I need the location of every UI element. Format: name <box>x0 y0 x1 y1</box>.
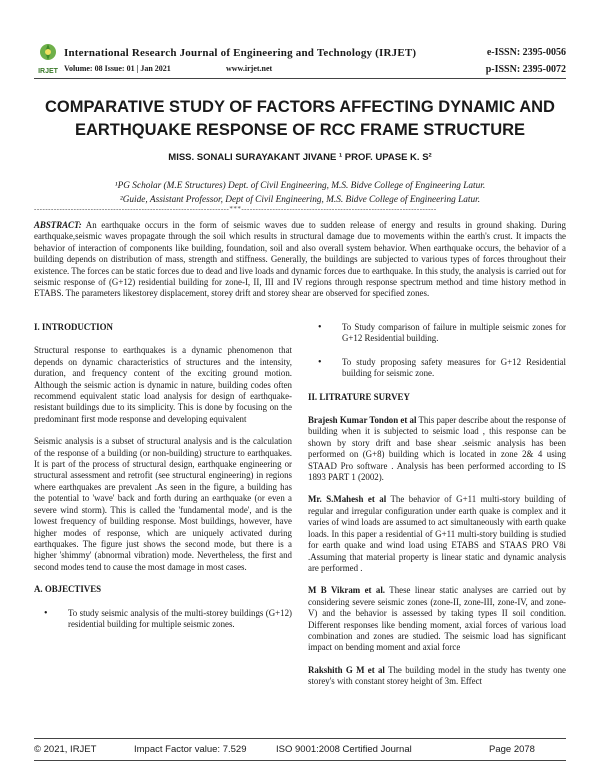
introduction-paragraph-1: Structural response to earthquakes is a dynamic phenomenon that depends on dynamic characteristics of structures and the intensity, duration, and frequency content of the exciting ground motion. Although the seismic action is dynamic in nature, building codes often recommend equivalent static load analysis for design of earthquake-resistant buildings due to its simplicity. This is done by focusing on the predominant first mode response and developing equivalent <box>34 345 292 424</box>
ref-3-authors: M B Vikram et al. <box>308 585 386 596</box>
p-issn: p-ISSN: 2395-0072 <box>485 64 566 75</box>
ref-2-authors: Mr. S.Mahesh et al <box>308 494 387 505</box>
abstract-text: An earthquake occurs in the form of seismic waves due to sudden release of energy and results in ground shaking. During earthquake,seismic waves propagate through the soil which results in structural damage due to movements within the earth's crust. It impacts the behavior of interaction of components like building, foundation, soil and also overall system behavior. When earthquake occurs, the behavior of a building depends on distribution of mass, strength and stiffness. Generally, the buildings are subjected to various types of forces throughout their existence. The forces can be static forces due to dead and live loads and dynamic forces due to earthquake. In this study, the analysis is carried out for seismic response of (G+12) residential building for zone-I, II, III and IV regions through response spectrum method and time history method in ETABS. The parameters likestorey displacement, storey drift and storey shear are observed for specified zones. <box>34 220 566 299</box>
objective-item-2: • To Study comparison of failure in multiple seismic zones for G+12 Residential building. <box>308 322 566 345</box>
footer-iso: ISO 9001:2008 Certified Journal <box>276 744 412 755</box>
objectives-heading: A. OBJECTIVES <box>34 584 102 595</box>
volume-issue: Volume: 08 Issue: 01 | Jan 2021 <box>64 64 171 73</box>
footer-impact-factor: Impact Factor value: 7.529 <box>134 744 247 755</box>
paper-title-line1: COMPARATIVE STUDY OF FACTORS AFFECTING DYNAMIC AND <box>45 98 555 116</box>
abstract <box>34 220 566 300</box>
footer-copyright: © 2021, IRJET <box>34 744 97 755</box>
footer-divider-top <box>34 738 566 739</box>
paper-title <box>34 96 566 142</box>
affiliation-2: ²Guide, Assistant Professor, Dept of Civil Engineering, M.S. Bidve College of Engineering Latur. <box>119 195 481 205</box>
paper-authors: MISS. SONALI SURAYAKANT JIVANE ¹ PROF. UPASE K. S² <box>168 152 432 163</box>
objective-item-3: • To study proposing safety measures for G+12 Residential building for seismic zone. <box>308 357 566 380</box>
ref-4-text: The building model in the study has twenty one storey's with constant storey height of 3m. Effect <box>308 664 566 687</box>
literature-survey-heading: II. LITRATURE SURVEY <box>308 391 410 402</box>
paper-title-line2: EARTHQUAKE RESPONSE OF RCC FRAME STRUCTURE <box>74 121 526 139</box>
section-separator: ---------------------------------------------------------------------***--------------------------------------------------------------------- <box>34 205 437 213</box>
journal-title: International Research Journal of Engineering and Technology (IRJET) <box>64 47 417 59</box>
abstract-label: ABSTRACT: <box>34 220 82 230</box>
e-issn: e-ISSN: 2395-0056 <box>486 47 566 58</box>
introduction-paragraph-2: Seismic analysis is a subset of structural analysis and is the calculation of the response of a building (or non-building) structure to earthquakes. It is part of the process of structural design, earthquake engineering or structural assessment and retrofit (see structural engineering) in regions where earthquakes are prevalent .As seen in the figure, a building has the potential to 'wave' back and forth during an earthquake (or even a severe wind storm). This is called the 'fundamental mode', and is the lowest frequency of building response. Most buildings, however, have higher modes of response, which are uniquely activated during earthquakes. The figure just shows the second mode, but there is a higher 'shimmy' (abnormal vibration) mode. Nevertheless, the first and second modes tend to cause the most damage in most cases. <box>34 436 292 572</box>
irjet-logo <box>34 40 62 78</box>
ref-3-text: These linear static analyses are carried out by considering severe seismic zones (zone-II, zone-III, zone-IV, and zone-V) and the behavior is assessed by taking types II soil condition. Different responses like bending moment, axial forces of various load combination and zones are studied. The seismic load has significant impact on bending moment and axial force <box>308 585 566 653</box>
left-column <box>34 322 292 642</box>
volume-issue-row <box>64 64 273 73</box>
literature-ref-2 <box>308 494 566 574</box>
header-divider <box>34 78 566 79</box>
logo-text: IRJET <box>38 68 58 75</box>
literature-ref-1 <box>308 415 566 483</box>
page-header <box>0 0 600 80</box>
ref-4-authors: Rakshith G M et al <box>308 664 385 675</box>
journal-website: www.irjet.net <box>226 64 273 73</box>
footer-divider-bottom <box>34 760 566 761</box>
objective-item-1: • To study seismic analysis of the multi-storey buildings (G+12) residential building for multiple seismic zones. <box>34 608 292 631</box>
right-column <box>308 322 566 699</box>
literature-ref-4 <box>308 665 566 688</box>
affiliation-1: ¹PG Scholar (M.E Structures) Dept. of Civil Engineering, M.S. Bidve College of Engineering Latur. <box>114 181 486 191</box>
ref-2-text: The behavior of G+11 multi-story building of regular and irregular configuration under earth quake is complex and it varies of wind loads are assumed to act simultaneously with earth quake loads. In this paper a residential of G+11 multi-story building is studied for earth quake and wind load using ETABS and STAAS PRO V8i .Assuming that material property is linear static and dynamic analysis are performed . <box>308 494 566 573</box>
ref-1-text: This paper describe about the response of building when it is subjected to seismic load , this response can be shown by story drift and base shear .seismic analysis has been performed on (G+8) building which is located in zone 2& 4 using STAAD Pro software . Analysis has been performed according to IS 1893 PART 1 (2002). <box>308 415 567 483</box>
footer-page-number: Page 2078 <box>489 744 535 755</box>
literature-ref-3 <box>308 585 566 653</box>
introduction-heading: I. INTRODUCTION <box>34 322 113 332</box>
ref-1-authors: Brajesh Kumar Tondon et al <box>308 415 417 426</box>
